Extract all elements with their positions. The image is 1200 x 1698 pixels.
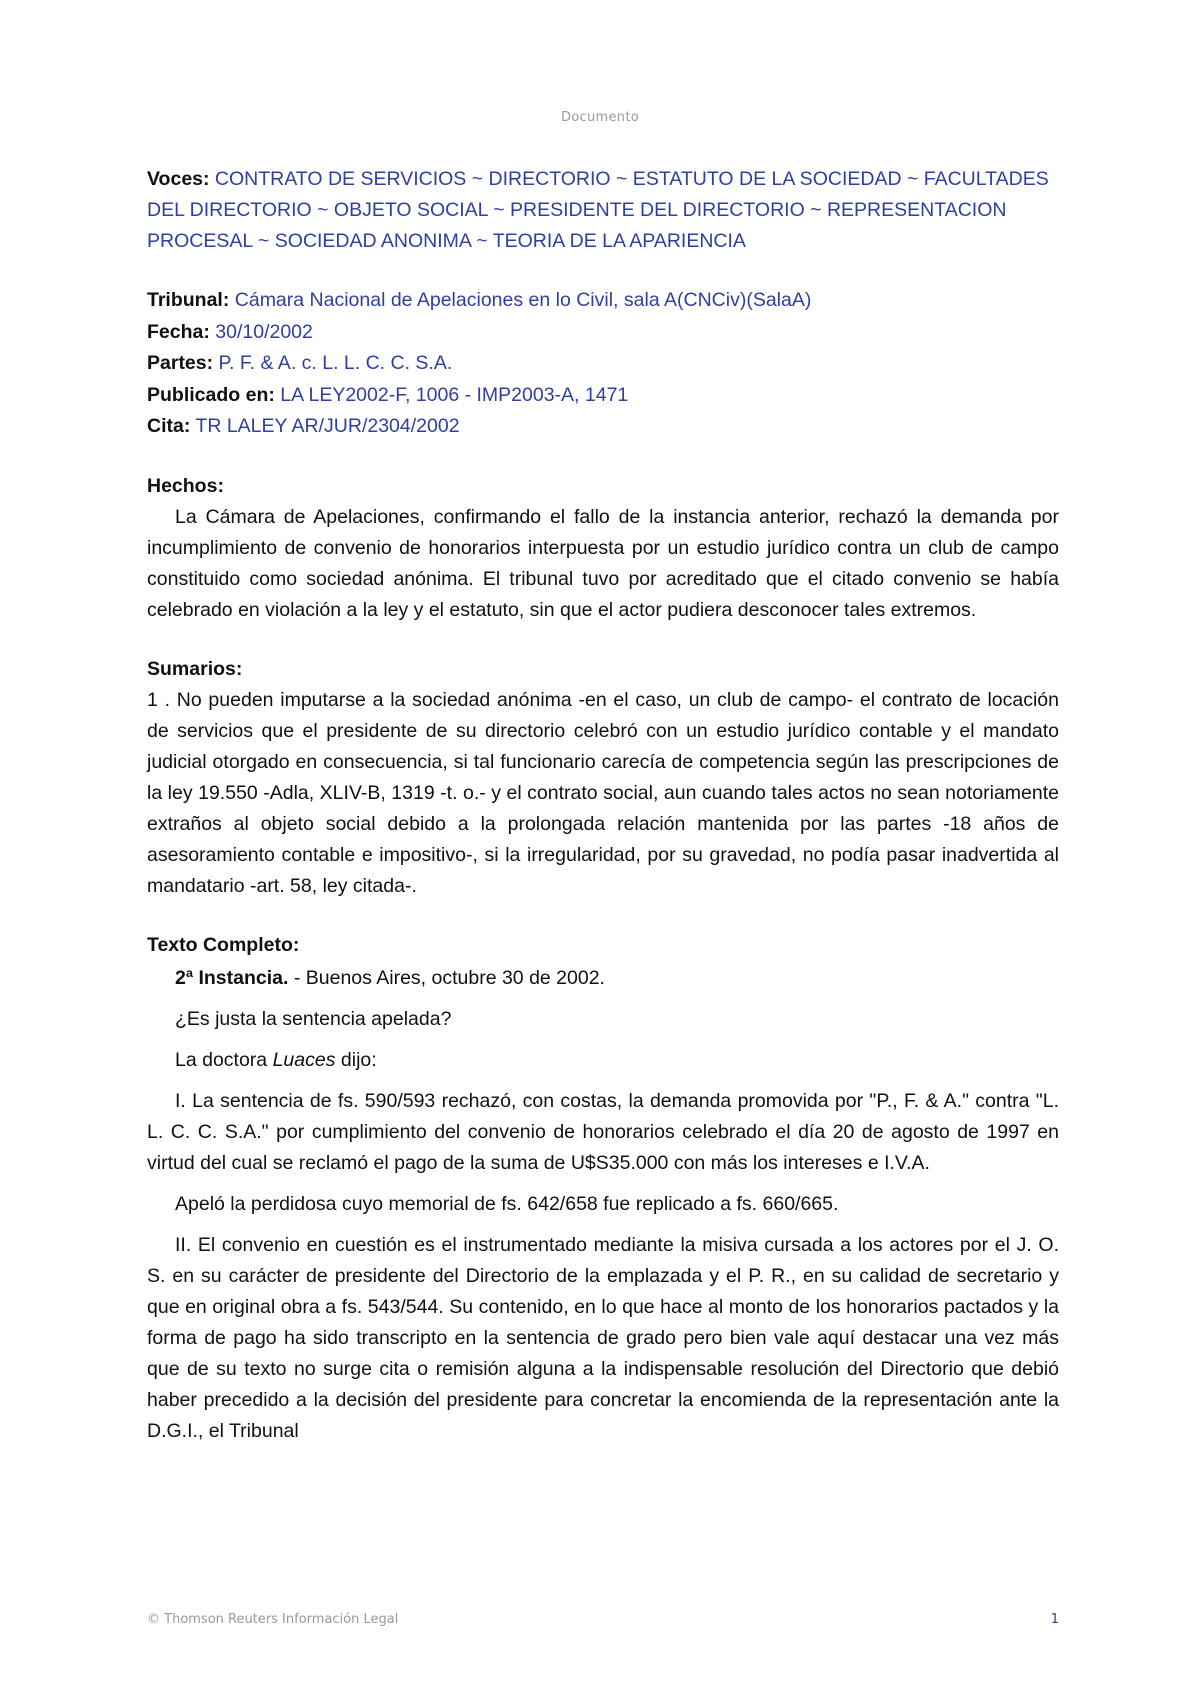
fecha-value: 30/10/2002 bbox=[215, 320, 313, 343]
paragraph-1: I. La sentencia de fs. 590/593 rechazó, con costas, la demanda promovida por "P., F. & A." contra "L. L. C. C. S.A." por cumplimiento del convenio de honorarios celebrado el día 20 de agosto de 1997 en virtud del cual se reclamó el pago de la suma de U$S35.000 con más los intereses e I.V.A. bbox=[147, 1089, 1059, 1174]
tribunal-label: Tribunal: bbox=[147, 289, 230, 311]
sumarios-title: Sumarios: bbox=[147, 657, 243, 680]
hechos-title: Hechos: bbox=[147, 474, 224, 497]
partes-value: P. F. & A. c. L. L. C. C. S.A. bbox=[218, 352, 453, 374]
fecha-line bbox=[147, 317, 1059, 349]
fecha-label: Fecha: bbox=[147, 320, 210, 343]
cita-value: TR LALEY AR/JUR/2304/2002 bbox=[195, 415, 460, 437]
instancia-label: 2ª Instancia. bbox=[175, 966, 289, 989]
page-header bbox=[0, 110, 1200, 125]
texto-completo-title: Texto Completo: bbox=[147, 933, 300, 956]
voces-link[interactable]: CONTRATO DE SERVICIOS ~ DIRECTORIO ~ ESTATUTO DE LA SOCIEDAD ~ FACULTADES DEL DIRECTORIO ~ OBJETO SOCIAL ~ PRESIDENTE DEL DIRECTORIO ~ REPRESENTACION PROCESAL ~ SOCIEDAD ANONIMA ~ TEORIA DE LA APARIENCIA bbox=[147, 168, 1049, 252]
metadata-block bbox=[147, 285, 1059, 443]
document-label: Documento bbox=[560, 110, 639, 125]
copyright-text: © Thomson Reuters Información Legal bbox=[147, 1612, 399, 1627]
partes-label: Partes: bbox=[147, 352, 214, 374]
cita-label: Cita: bbox=[147, 415, 191, 437]
tribunal-link[interactable]: Cámara Nacional de Apelaciones en lo Civil, sala A(CNCiv)(SalaA) bbox=[234, 289, 812, 311]
paragraph-3: II. El convenio en cuestión es el instrumentado mediante la misiva cursada a los actores por el J. O. S. en su carácter de presidente del Directorio de la emplazada y el P. R., en su calidad de secretario y que en original obra a fs. 543/544. Su contenido, en lo que hace al monto de los honorarios pactados y la forma de pago ha sido transcripto en la sentencia de grado pero bien vale aquí destacar una vez más que de su texto no surge cita o remisión alguna a la indispensable resolución del Directorio que debió haber precedido a la decisión del presidente para concretar la encomienda de la representación ante la D.G.I., el Tribunal bbox=[147, 1233, 1059, 1442]
cita-line bbox=[147, 411, 1059, 443]
doctora-post: dijo: bbox=[335, 1048, 377, 1071]
voces-label: Voces: bbox=[147, 168, 210, 190]
instancia-text: - Buenos Aires, octubre 30 de 2002. bbox=[288, 966, 605, 989]
page-footer bbox=[147, 1612, 1059, 1627]
partes-line bbox=[147, 348, 1059, 380]
question-line: ¿Es justa la sentencia apelada? bbox=[175, 1007, 452, 1030]
publicado-label: Publicado en: bbox=[147, 383, 275, 406]
publicado-link[interactable]: LA LEY2002-F, 1006 - IMP2003-A, 1471 bbox=[280, 383, 629, 406]
sumarios-text: 1 . No pueden imputarse a la sociedad anónima -en el caso, un club de campo- el contrato de locación de servicios que el presidente de su directorio celebró con un estudio jurídico contable y el mandato judicial otorgado en consecuencia, si tal funcionario carecía de competencia según las prescripciones de la ley 19.550 -Adla, XLIV-B, 1319 -t. o.- y el contrato social, aun cuando tales actos no sean notoriamente extraños al objeto social debido a la prolongada relación mantenida por las partes -18 años de asesoramiento contable e impositivo-, si la irregularidad, por su gravedad, no podía pasar inadvertida al mandatario -art. 58, ley citada-. bbox=[147, 688, 1059, 897]
doctora-line bbox=[147, 1045, 1059, 1076]
doctora-pre: La doctora bbox=[175, 1048, 273, 1071]
paragraph-2: Apeló la perdidosa cuyo memorial de fs. 642/658 fue replicado a fs. 660/665. bbox=[175, 1192, 839, 1215]
hechos-text: La Cámara de Apelaciones, confirmando el fallo de la instancia anterior, rechazó la demanda por incumplimiento de convenio de honorarios interpuesta por un estudio jurídico contra un club de campo constituido como sociedad anónima. El tribunal tuvo por acreditado que el citado convenio se había celebrado en violación a la ley y el estatuto, sin que el actor pudiera desconocer tales extremos. bbox=[147, 505, 1059, 621]
document-body bbox=[147, 164, 1059, 1457]
publicado-line bbox=[147, 380, 1059, 412]
tribunal-line bbox=[147, 285, 1059, 317]
doctora-name: Luaces bbox=[272, 1048, 336, 1071]
instancia-line bbox=[147, 963, 1059, 994]
page-number: 1 bbox=[1050, 1612, 1059, 1627]
voces-section bbox=[147, 164, 1059, 257]
